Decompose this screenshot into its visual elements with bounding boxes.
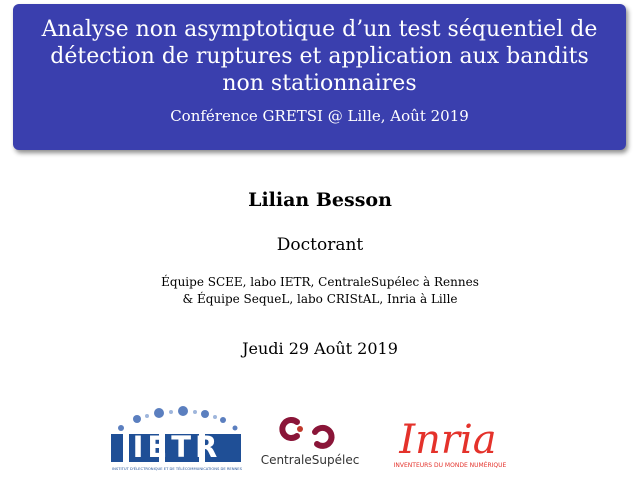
centralesupelec-logo-text: CentraleSupélec [260,453,360,467]
ietr-logo [107,404,247,474]
author-name: Lilian Besson [248,189,392,211]
presentation-date: Jeudi 29 Août 2019 [242,339,398,358]
inria-logo-tagline: INVENTEURS DU MONDE NUMÉRIQUE [393,462,507,469]
author-role: Doctorant [276,235,364,255]
centralesupelec-logo [255,410,365,470]
ietr-logo-text: IETR [132,430,222,464]
affiliation-line-2: & Équipe SequeL, labo CRIStAL, Inria à Lille [182,292,458,306]
affiliation-line-1: Équipe SCEE, labo IETR, CentraleSupélec à Rennes [161,275,479,289]
inria-logo-text: Inria [399,417,497,463]
inria-logo [378,410,526,470]
ietr-logo-tagline: INSTITUT D'ÉLECTRONIQUE ET DE TÉLÉCOMMUNICATIONS DE RENNES [112,467,242,471]
title-box [13,4,626,150]
affiliation [0,274,640,308]
slide-subtitle: Conférence GRETSI @ Lille, Août 2019 [170,107,469,125]
slide-title: Analyse non asymptotique d’un test séquentiel de détection de ruptures et application aux bandits non stationnaires [41,17,598,96]
